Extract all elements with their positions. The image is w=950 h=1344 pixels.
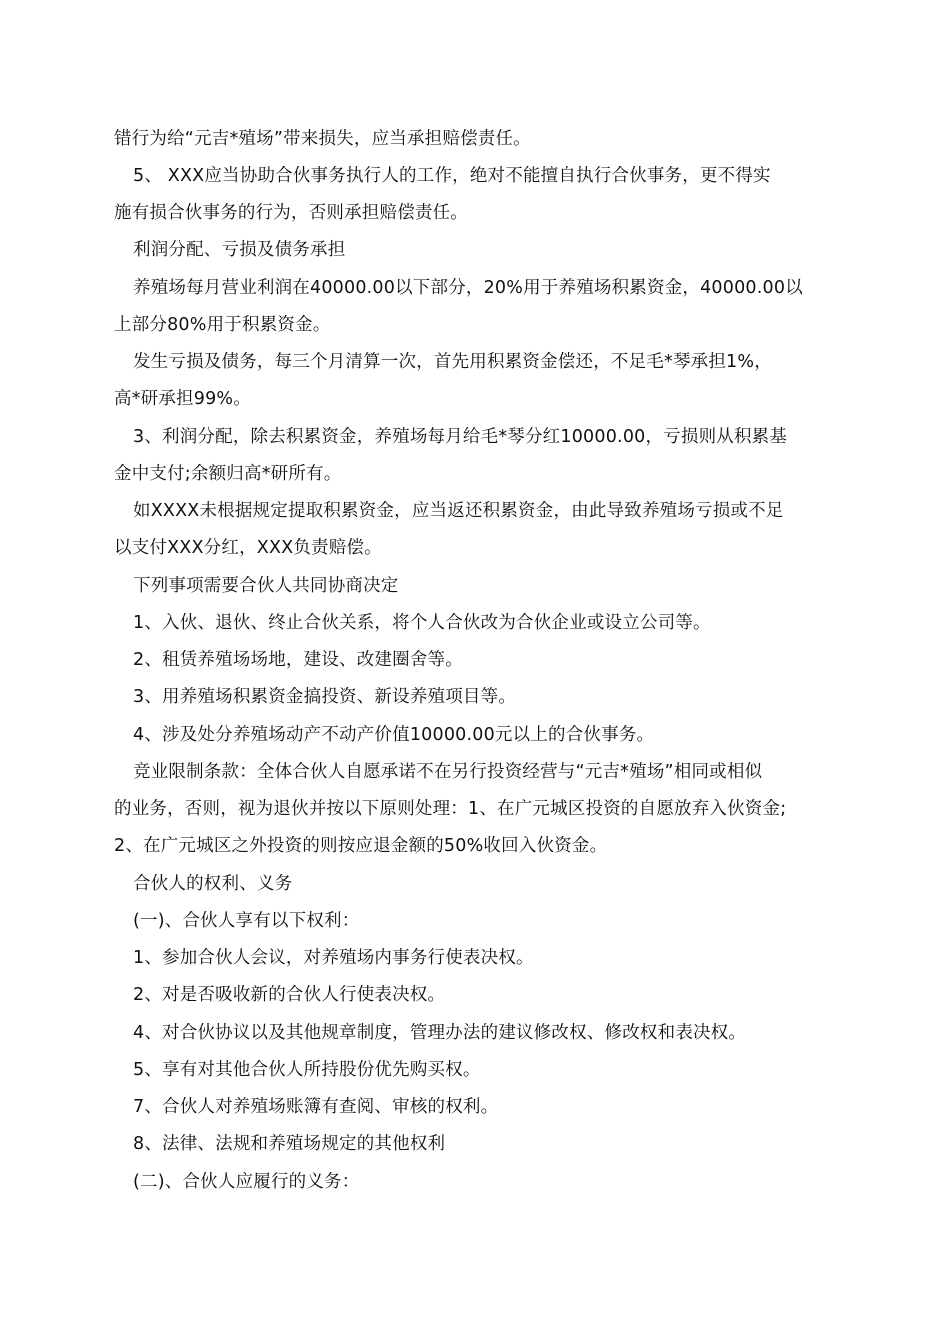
text-line: 如XXXX未根据规定提取积累资金，应当返还积累资金，由此导致养殖场亏损或不足 — [133, 501, 784, 521]
list-item: 2、对是否吸收新的合伙人行使表决权。 — [133, 985, 446, 1005]
section-heading: 合伙人的权利、义务 — [133, 874, 293, 894]
list-item: 4、对合伙协议以及其他规章制度，管理办法的建议修改权、修改权和表决权。 — [133, 1023, 747, 1043]
text-line: 竞业限制条款：全体合伙人自愿承诺不在另行投资经营与“元吉*殖场”相同或相似 — [133, 762, 763, 782]
text-line: 发生亏损及债务，每三个月清算一次，首先用积累资金偿还，不足毛*琴承担1%， — [133, 352, 772, 372]
text-line: 3、利润分配，除去积累资金，养殖场每月给毛*琴分红10000.00，亏损则从积累基 — [133, 427, 788, 447]
text-line: 以支付XXX分红，XXX负责赔偿。 — [114, 538, 382, 558]
section-heading: 利润分配、亏损及债务承担 — [133, 240, 346, 260]
text-line: 上部分80%用于积累资金。 — [114, 315, 331, 335]
subsection-heading: (一)、合伙人享有以下权利： — [133, 911, 360, 931]
text-line: 的业务，否则，视为退伙并按以下原则处理：1、在广元城区投资的自愿放弃入伙资金; — [114, 799, 787, 819]
text-line: 5、 XXX应当协助合伙事务执行人的工作，绝对不能擅自执行合伙事务，更不得实 — [133, 166, 771, 186]
list-item: 1、入伙、退伙、终止合伙关系，将个人合伙改为合伙企业或设立公司等。 — [133, 613, 711, 633]
list-item: 2、租赁养殖场场地，建设、改建圈舍等。 — [133, 650, 463, 670]
list-item: 1、参加合伙人会议，对养殖场内事务行使表决权。 — [133, 948, 534, 968]
text-line: 养殖场每月营业利润在40000.00以下部分，20%用于养殖场积累资金，40000.00以 — [133, 278, 803, 298]
text-line: 错行为给“元吉*殖场”带来损失，应当承担赔偿责任。 — [114, 129, 531, 149]
subsection-heading: (二)、合伙人应履行的义务： — [133, 1172, 360, 1192]
list-item: 3、用养殖场积累资金搞投资、新设养殖项目等。 — [133, 687, 517, 707]
text-line: 施有损合伙事务的行为，否则承担赔偿责任。 — [114, 203, 468, 223]
text-line: 金中支付;余额归高*研所有。 — [114, 464, 342, 484]
list-item: 8、法律、法规和养殖场规定的其他权利 — [133, 1134, 446, 1154]
list-item: 7、合伙人对养殖场账簿有查阅、审核的权利。 — [133, 1097, 499, 1117]
text-line: 高*研承担99%。 — [114, 389, 251, 409]
section-heading: 下列事项需要合伙人共同协商决定 — [133, 576, 399, 596]
list-item: 5、享有对其他合伙人所持股份优先购买权。 — [133, 1060, 481, 1080]
text-line: 2、在广元城区之外投资的则按应退金额的50%收回入伙资金。 — [114, 836, 608, 856]
list-item: 4、涉及处分养殖场动产不动产价值10000.00元以上的合伙事务。 — [133, 725, 655, 745]
